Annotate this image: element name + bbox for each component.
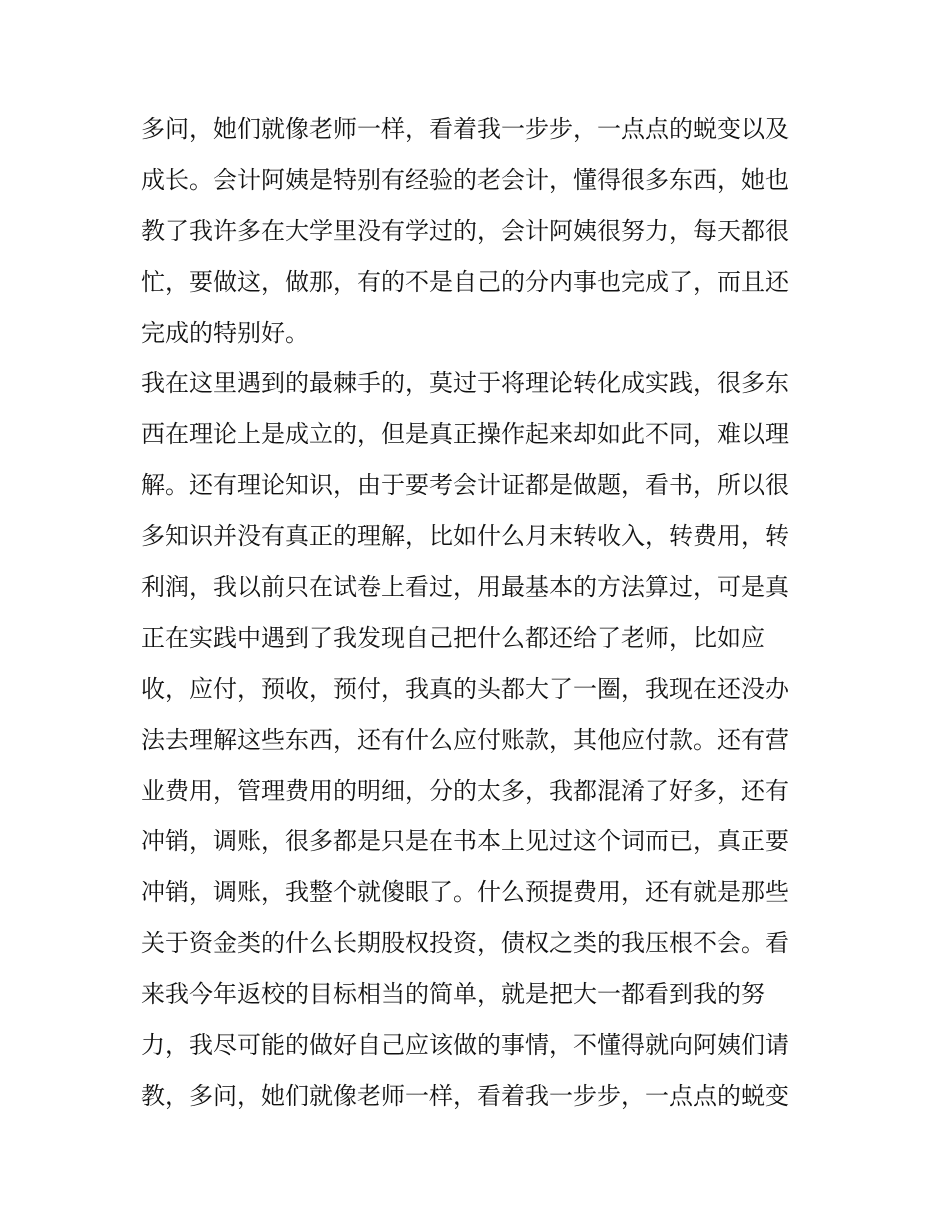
text-line: 教了我许多在大学里没有学过的，会计阿姨很努力，每天都很 bbox=[141, 216, 789, 245]
text-line: 忙，要做这，做那，有的不是自己的分内事也完成了，而且还 bbox=[141, 267, 789, 296]
text-line: 教，多问，她们就像老师一样，看着我一步步，一点点的蜕变 bbox=[141, 1081, 789, 1110]
text-line: 成长。会计阿姨是特别有经验的老会计，懂得很多东西，她也 bbox=[141, 165, 789, 194]
text-line: 完成的特别好。 bbox=[141, 318, 309, 347]
text-line: 力，我尽可能的做好自己应该做的事情，不懂得就向阿姨们请 bbox=[141, 1031, 789, 1060]
text-line: 冲销，调账，我整个就傻眼了。什么预提费用，还有就是那些 bbox=[141, 878, 789, 907]
text-line: 正在实践中遇到了我发现自己把什么都还给了老师，比如应 bbox=[141, 623, 765, 652]
text-line: 来我今年返校的目标相当的简单，就是把大一都看到我的努 bbox=[141, 980, 765, 1009]
body-text bbox=[141, 104, 813, 1122]
text-line: 业费用，管理费用的明细，分的太多，我都混淆了好多，还有 bbox=[141, 776, 789, 805]
text-line: 解。还有理论知识，由于要考会计证都是做题，看书，所以很 bbox=[141, 471, 789, 500]
text-line: 我在这里遇到的最棘手的，莫过于将理论转化成实践，很多东 bbox=[141, 369, 789, 398]
text-line: 法去理解这些东西，还有什么应付账款，其他应付款。还有营 bbox=[141, 725, 789, 754]
text-line: 西在理论上是成立的，但是真正操作起来却如此不同，难以理 bbox=[141, 420, 789, 449]
text-line: 利润，我以前只在试卷上看过，用最基本的方法算过，可是真 bbox=[141, 573, 789, 602]
text-line: 关于资金类的什么长期股权投资，债权之类的我压根不会。看 bbox=[141, 929, 789, 958]
text-line: 收，应付，预收，预付，我真的头都大了一圈，我现在还没办 bbox=[141, 674, 789, 703]
text-line: 多问，她们就像老师一样，看着我一步步，一点点的蜕变以及 bbox=[141, 115, 789, 143]
text-line: 冲销，调账，很多都是只是在书本上见过这个词而已，真正要 bbox=[141, 827, 789, 856]
text-line: 多知识并没有真正的理解，比如什么月末转收入，转费用，转 bbox=[141, 522, 789, 551]
